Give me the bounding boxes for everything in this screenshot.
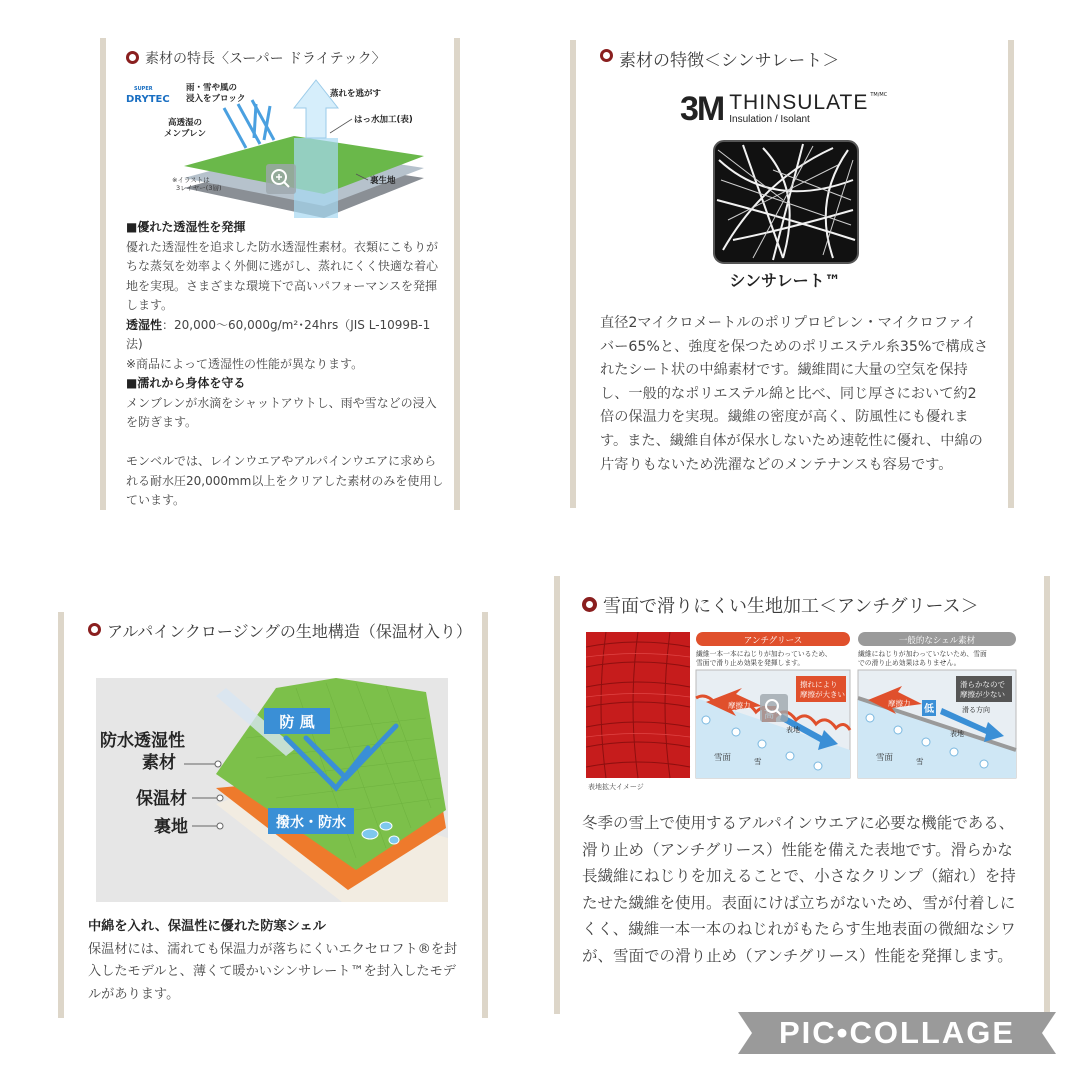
box2-surface-label: 表地 bbox=[950, 730, 964, 738]
panel-body bbox=[88, 916, 460, 1006]
watermark-text: PIC•COLLAGE bbox=[778, 1015, 1016, 1050]
zoom-icon bbox=[266, 164, 296, 194]
box1-surface-label: 表地 bbox=[786, 726, 800, 734]
panel-heading bbox=[600, 46, 839, 71]
box2-snow-label: 雪 bbox=[916, 757, 924, 766]
frame-left bbox=[570, 40, 576, 508]
label-lining: 裏地 bbox=[154, 817, 188, 837]
bullet-icon bbox=[88, 623, 101, 636]
closing-text: モンベルでは、レインウエアやアルパインウエアに求められる耐水圧20,000mm以上をクリアした素材のみを使用しています。 bbox=[126, 454, 444, 507]
label-steam: 蒸れを逃がす bbox=[330, 89, 382, 99]
box2-snow-surface-label: 雪面 bbox=[876, 753, 894, 763]
thinsulate-panel bbox=[570, 40, 1014, 508]
fabric-closeup-image bbox=[586, 632, 690, 778]
section2-body: メンブレンが水滴をシャットアウトし、雨や雪などの浸入を防ぎます。 bbox=[126, 395, 437, 429]
logo-thinsulate: THINSULATE bbox=[729, 91, 869, 114]
anti-grease-panel bbox=[554, 576, 1050, 1014]
pic-collage-watermark bbox=[738, 1012, 1056, 1054]
box2-friction: 摩擦力 bbox=[888, 699, 911, 708]
heading-text: 雪面で滑りにくい生地加工＜アンチグリース＞ bbox=[603, 596, 979, 617]
section1-title: ■優れた透湿性を発揮 bbox=[126, 220, 246, 234]
slide-direction-label: 滑る方向 bbox=[962, 706, 990, 714]
panel-heading bbox=[88, 620, 472, 644]
heading-text: アルパインクロージングの生地構造（保温材入り） bbox=[107, 622, 472, 641]
section1-body: 優れた透湿性を追求した防水透湿性素材。衣類にこもりがちな蒸気を効率よく外側に逃がし、蒸れにくく快適な着心地を実現。さまざまな環境下で高いパフォーマンスを発揮します。 bbox=[126, 239, 439, 312]
box1-callout: 擦れにより摩擦が大きい bbox=[800, 680, 845, 699]
heading-text: 素材の特徴＜シンサレート＞ bbox=[619, 51, 840, 71]
label-membrane: 高透湿のメンブレン bbox=[164, 118, 206, 139]
panel-body bbox=[126, 218, 444, 511]
steam-column bbox=[294, 138, 338, 218]
badge-water-text: 撥水・防水 bbox=[276, 815, 346, 831]
logo-sub: Insulation / Isolant bbox=[729, 114, 810, 125]
panel-heading bbox=[126, 48, 386, 68]
dry-tec-logo bbox=[126, 86, 170, 105]
body-text: 保温材には、濡れても保温力が落ちにくいエクセロフト®を封入したモデルと、薄くて暖かいシンサレート™を封入したモデルがあります。 bbox=[88, 941, 458, 1002]
body-subtitle: 中綿を入れ、保温性に優れた防寒シェル bbox=[88, 919, 326, 934]
badge-wind-text: 防 風 bbox=[279, 713, 315, 731]
spec-line bbox=[126, 316, 444, 355]
fiber-caption: シンサレート™ bbox=[729, 271, 841, 290]
spec-note: ※商品によって透湿性の性能が異なります。 bbox=[126, 356, 364, 371]
spec-label: 透湿性 bbox=[126, 317, 163, 332]
label-dwr: はっ水加工(表) bbox=[354, 115, 413, 125]
heading-text: 素材の特長〈スーパー ドライテック〉 bbox=[145, 51, 386, 67]
anti-grease-illustration bbox=[586, 632, 1018, 794]
logo-line1: SUPER bbox=[134, 86, 153, 92]
logo-tm: TM/MC bbox=[870, 92, 888, 98]
box2-title: 一般的なシェル素材 bbox=[898, 636, 976, 646]
panel-body: 直径2マイクロメートルのポリプロピレン・マイクロファイバー65%と、強度を保つためのポリエステル糸35%で構成されたシート状の中綿素材です。繊維間に大量の空気を保持し、一般的なポリエステル綿と比べ、同じ厚さにおいて約2倍の保温力を実現。繊維の密度が高く、防風性にも優れます。また、繊維自体が保水しないため速乾性に優れ、中綿の片寄りもないため洗濯などのメンテナンスも容易です。 bbox=[600, 315, 989, 473]
box2-level: 低 bbox=[924, 704, 934, 715]
label-rain: 雨・雪や風の浸入をブロック bbox=[186, 83, 246, 104]
panel-heading bbox=[582, 592, 979, 618]
spec-value: ：20,000〜60,000g/m²･24hrs（JIS L-1099B-1法) bbox=[126, 317, 431, 351]
frame-right bbox=[1044, 576, 1050, 1014]
dry-tec-panel bbox=[100, 38, 460, 510]
frame-left bbox=[58, 612, 64, 1018]
layer-structure-illustration bbox=[96, 678, 448, 902]
caption-fabric: 表地拡大イメージ bbox=[588, 783, 644, 791]
label-insulation: 保温材 bbox=[136, 789, 187, 809]
section2-title: ■濡れから身体を守る bbox=[126, 376, 246, 390]
box1-snow-label: 雪 bbox=[754, 757, 762, 766]
alpine-structure-panel bbox=[58, 612, 488, 1018]
box2-desc: 繊維にねじりが加わっていないため、雪面での滑り止め効果はありません。 bbox=[858, 650, 987, 667]
frame-right bbox=[454, 38, 460, 510]
box1-snow-surface-label: 雪面 bbox=[714, 753, 732, 763]
rain-arrows-icon bbox=[224, 100, 274, 148]
frame-right bbox=[482, 612, 488, 1018]
box1-title: アンチグリース bbox=[743, 636, 803, 646]
label-lining: 裏生地 bbox=[370, 176, 396, 186]
bullet-icon bbox=[600, 49, 613, 62]
logo-3m: 3M bbox=[680, 90, 724, 128]
box1-desc: 繊維一本一本にねじりが加わっているため、雪面で滑り止め効果を発揮します。 bbox=[696, 650, 832, 667]
frame-left bbox=[554, 576, 560, 1014]
dry-tec-illustration bbox=[124, 78, 444, 218]
logo-line2: DRYTEC bbox=[126, 94, 170, 105]
zoom-icon bbox=[760, 694, 788, 722]
bullet-icon bbox=[126, 51, 139, 64]
anti-grease-box bbox=[696, 632, 850, 778]
panel-body: 冬季の雪上で使用するアルパインウエアに必要な機能である、滑り止め（アンチグリース）性能を備えた表地です。滑らかな長繊維にねじりを加えることで、小さなクリンプ（縮れ）を持たせた繊維を使用。表面にけば立ちがないため、雪が付着しにくく、繊維一本一本のねじれがもたらす生地表面の微細なシワが、雪面での滑り止め（アンチグリース）性能を発揮します。 bbox=[582, 814, 1016, 965]
frame-left bbox=[100, 38, 106, 510]
label-note: ※イラストは 3レイヤー(3層) bbox=[172, 176, 222, 192]
fiber-image bbox=[713, 140, 859, 264]
bullet-icon bbox=[582, 597, 597, 612]
box2-callout: 滑らかなので摩擦が少ない bbox=[960, 680, 1005, 699]
box1-friction: 摩擦力 bbox=[728, 701, 751, 710]
standard-shell-box bbox=[858, 632, 1016, 778]
label-membrane: 防水透湿性素材 bbox=[100, 731, 185, 773]
thinsulate-logo bbox=[680, 92, 887, 126]
frame-right bbox=[1008, 40, 1014, 508]
